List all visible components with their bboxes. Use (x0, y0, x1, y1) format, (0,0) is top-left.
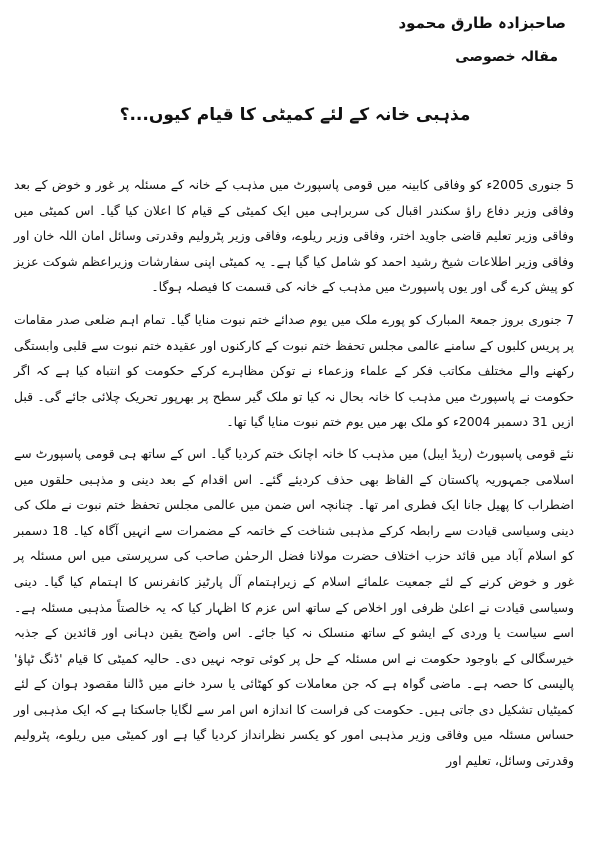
byline (398, 12, 566, 68)
column-label: مقالہ خصوصی (455, 49, 558, 65)
article-body (14, 172, 574, 781)
article-paragraph: نئے قومی پاسپورٹ (ریڈ ایبل) میں مذہب کا خانہ اچانک ختم کردیا گیا۔ اس کے ساتھ ہی قومی پاسپورٹ سے اسلامی جمہوریہ پاکستان کے الفاظ بھی حذف کردیئے گئے۔ اس اقدام کے بعد دینی و مذہبی حلقوں میں اضطراب کا پھیل جانا ایک فطری امر تھا۔ چنانچہ اس ضمن میں عالمی مجلس تحفظ ختم نبوت نے ملک کی دینی وسیاسی قیادت سے رابطہ کرکے مذہبی شناخت کے خاتمہ کے مضمرات سے انہیں آگاہ کیا۔ 18 دسمبر کو اسلام آباد میں قائد حزب اختلاف حضرت مولانا فضل الرحمٰن صاحب کی سرپرستی میں اس مسئلہ پر غور و خوض کرنے کے لئے جمعیت علمائے اسلام کے زیراہتمام آل پارٹیز کانفرنس کا اہتمام کیا گیا۔ دینی وسیاسی قیادت نے اعلیٰ ظرفی اور اخلاص کے ساتھ اس عزم کا اظہار کیا کہ یہ خالصتاً مذہبی مسئلہ ہے۔ اسے سیاست یا وردی کے ایشو کے ساتھ منسلک نہ کیا جائے۔ اس واضح یقین دہانی اور قائدین کے جذبہ خیرسگالی کے باوجود حکومت نے اس مسئلہ کے حل پر کوئی توجہ نہیں دی۔ حالیہ کمیٹی کا قیام 'ڈنگ ٹپاؤ' پالیسی کا حصہ ہے۔ ماضی گواہ ہے کہ جن معاملات کو کھٹائی یا سرد خانے میں ڈالنا مقصود ہوان کے لئے کمیٹیاں تشکیل دی جاتی ہیں۔ حکومت کی فراست کا اندازہ اس امر سے لگایا جاسکتا ہے کہ ایک مذہبی اور حساس مسئلہ میں وفاقی وزیر مذہبی امور کو یکسر نظرانداز کردیا گیا ہے اور کمیٹی میں ریلوے، پٹرولیم وقدرتی وسائل، تعلیم اور (14, 445, 575, 769)
article-paragraph: 7 جنوری بروز جمعۃ المبارک کو پورے ملک میں یوم صدائے ختم نبوت منایا گیا۔ تمام اہم ضلعی صدر مقامات پر پریس کلبوں کے سامنے عالمی مجلس تحفظ ختم نبوت کے کارکنوں اور عقیدہ ختم نبوت سے قلبی وابستگی رکھنے والے مختلف مکاتب فکر کے علماء وزعماء نے توکن مظاہرے کرکے حکومت کو انتباہ کیا ہے کہ اگر حکومت نے پاسپورٹ میں مذہب کا خانہ بحال نہ کیا تو ملک گیر سطح پر بھرپور تحریک چلائی جائے گی۔ قبل ازیں 31 دسمبر 2004ء کو ملک بھر میں یوم ختم نبوت منایا گیا تھا۔ (14, 311, 574, 430)
author-name: صاحبزادہ طارق محمود (398, 14, 566, 32)
article-title: مذہبی خانہ کے لئے کمیٹی کا قیام کیوں...؟ (119, 105, 471, 125)
article-paragraph: 5 جنوری 2005ء کو وفاقی کابینہ میں قومی پاسپورٹ میں مذہب کے خانہ کے مسئلہ پر غور و خوض کے بعد وفاقی وزیر دفاع راؤ سکندر اقبال کی سربراہی میں ایک کمیٹی کے قیام کا اعلان کیا گیا۔ اس کمیٹی میں وفاقی وزیر تعلیم قاضی جاوید اختر، وفاقی وزیر ریلوے، وفاقی وزیر پٹرولیم وقدرتی وسائل امان اللہ خان اور وفاقی وزیر اطلاعات شیخ رشید احمد کو شامل کیا گیا ہے۔ یہ کمیٹی اپنی سفارشات وزیراعظم شوکت عزیز کو پیش کرے گی اور یوں پاسپورٹ میں مذہب کے خانہ کی قسمت کا فیصلہ ہوگا۔ (14, 177, 574, 295)
